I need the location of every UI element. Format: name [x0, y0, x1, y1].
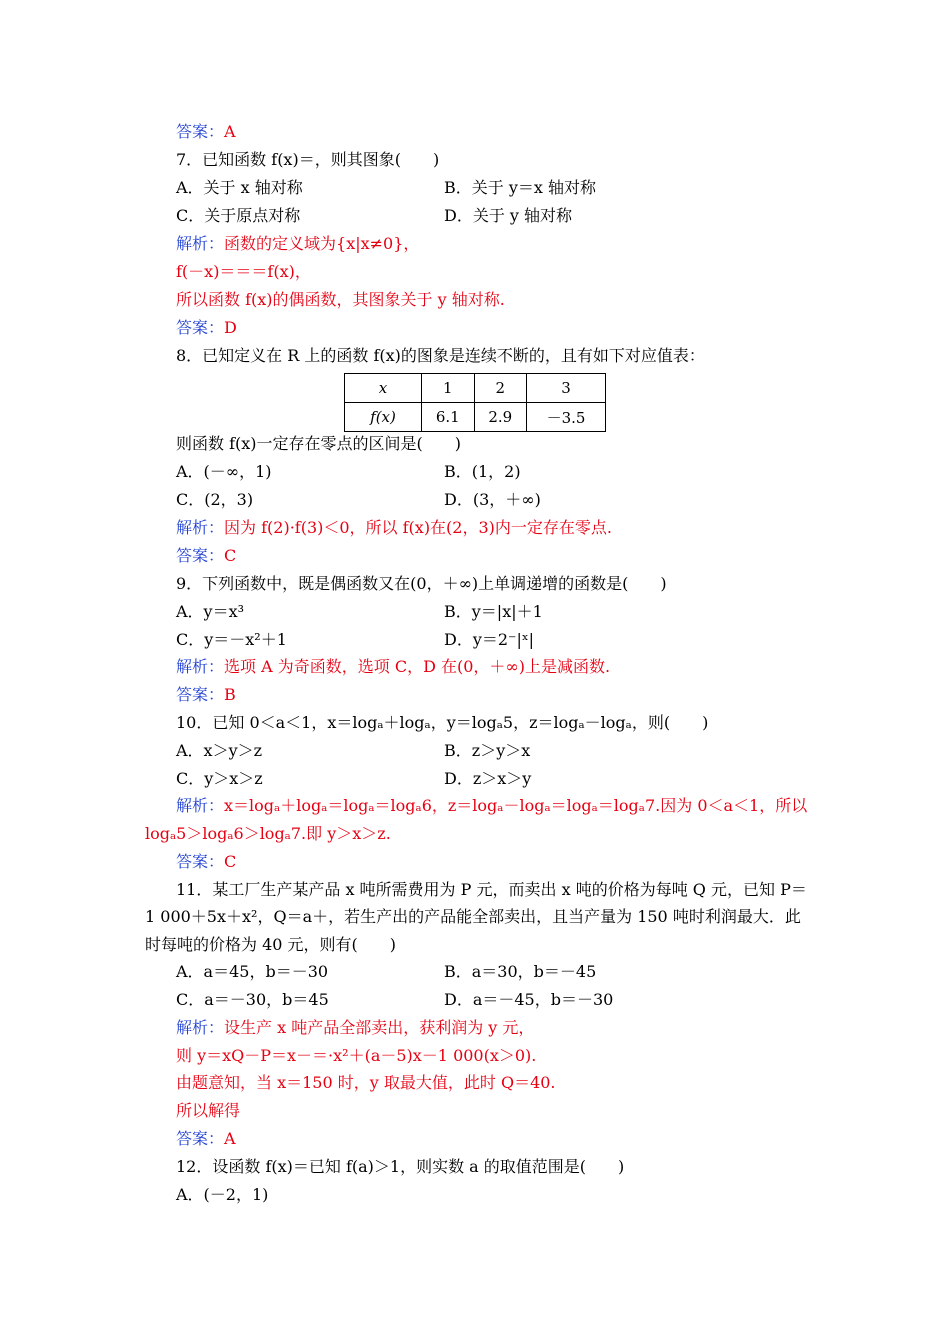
q11-stem-1: 11．某工厂生产某产品 x 吨所需费用为 P 元，而卖出 x 吨的价格为每吨 Q 元，已知 P＝: [176, 880, 807, 899]
q10-analysis-1: [176, 796, 807, 816]
answer-label: 答案：: [176, 852, 225, 871]
q12-stem: 12．设函数 f(x)＝已知 f(a)＞1，则实数 a 的取值范围是( ): [176, 1157, 625, 1176]
q11-analysis-3: 由题意知，当 x＝150 时，y 取最大值，此时 Q＝40.: [176, 1073, 556, 1092]
q11-option-c: C．a＝－30，b＝45: [176, 990, 329, 1009]
q9-option-c: C．y＝－x²＋1: [176, 630, 287, 649]
q10-option-a: A．x＞y＞z: [176, 741, 263, 760]
q11-analysis-1: [176, 1018, 534, 1038]
analysis-label: 解析：: [176, 518, 225, 537]
q9-answer: [176, 685, 236, 705]
q7-option-b: B．关于 y＝x 轴对称: [444, 178, 596, 197]
q7-option-a: A．关于 x 轴对称: [176, 178, 303, 197]
analysis-label: 解析：: [176, 796, 225, 815]
q7-stem: 7．已知函数 f(x)＝，则其图象( ): [176, 150, 440, 169]
q7-answer: [176, 318, 237, 338]
q7-analysis-1: [176, 234, 419, 254]
q7-analysis-2: f(－x)＝＝＝f(x)，: [176, 262, 311, 281]
q11-option-b: B．a＝30，b＝－45: [444, 962, 597, 981]
q11-option-d: D．a＝－45，b＝－30: [444, 990, 614, 1009]
table-row: [345, 403, 606, 432]
q12-option-a: A．(－2，1): [176, 1185, 269, 1204]
q9-option-d: D．y＝2⁻|ˣ|: [444, 630, 535, 649]
q10-option-b: B．z＞y＞x: [444, 741, 531, 760]
q8-answer: [176, 546, 236, 566]
answer-label: 答案：: [176, 1129, 225, 1148]
table-cell: 6.1: [422, 403, 475, 432]
answer-label: 答案：: [176, 122, 225, 141]
q10-option-c: C．y＞x＞z: [176, 769, 263, 788]
table-cell: 2.9: [474, 403, 527, 432]
q11-stem-3: 时每吨的价格为 40 元，则有( ): [145, 935, 397, 954]
table-cell: 3: [527, 374, 606, 403]
table-cell: 1: [422, 374, 475, 403]
q9-analysis: [176, 657, 610, 677]
q8-option-c: C．(2，3): [176, 490, 254, 509]
q10-stem: 10．已知 0＜a＜1，x＝logₐ＋logₐ，y＝logₐ5，z＝logₐ－logₐ，则( ): [176, 713, 709, 732]
q11-option-a: A．a＝45，b＝－30: [176, 962, 329, 981]
q7-option-d: D．关于 y 轴对称: [444, 206, 573, 225]
q8-option-a: A．(－∞，1): [176, 462, 272, 481]
q8-option-b: B．(1，2): [444, 462, 521, 481]
q7-option-c: C．关于原点对称: [176, 206, 301, 225]
q8-option-d: D．(3，＋∞): [444, 490, 541, 509]
table-header-row: [345, 374, 606, 403]
q8-analysis: [176, 518, 612, 538]
answer-value: A: [224, 1129, 236, 1148]
answer-label: 答案：: [176, 318, 225, 337]
answer-value: C: [224, 852, 237, 871]
analysis-text: 因为 f(2)·f(3)＜0，所以 f(x)在(2，3)内一定存在零点.: [224, 518, 612, 537]
answer-label: 答案：: [176, 685, 225, 704]
table-cell: －3.5: [527, 403, 606, 432]
q7-analysis-3: 所以函数 f(x)的偶函数，其图象关于 y 轴对称.: [176, 290, 505, 309]
value-table: [344, 373, 606, 432]
table-cell: x: [345, 374, 422, 403]
analysis-text: 设生产 x 吨产品全部卖出，获利润为 y 元，: [224, 1018, 535, 1037]
q10-analysis-2: logₐ5＞logₐ6＞logₐ7.即 y＞x＞z.: [145, 824, 391, 843]
q9-stem: 9．下列函数中，既是偶函数又在(0，＋∞)上单调递增的函数是( ): [176, 574, 667, 593]
q10-answer: [176, 852, 236, 872]
q11-answer: [176, 1129, 236, 1149]
analysis-text: x＝logₐ＋logₐ＝logₐ＝logₐ6，z＝logₐ－logₐ＝logₐ＝logₐ7.因为 0＜a＜1，所以: [224, 796, 808, 815]
analysis-text: 函数的定义域为{x|x≠0}，: [224, 234, 420, 253]
q10-option-d: D．z＞x＞y: [444, 769, 532, 788]
q11-analysis-2: 则 y＝xQ－P＝x－＝·x²＋(a－5)x－1 000(x＞0).: [176, 1046, 537, 1065]
q8-stem: 8．已知定义在 R 上的函数 f(x)的图象是连续不断的，且有如下对应值表：: [176, 346, 705, 365]
answer-label: 答案：: [176, 546, 225, 565]
q6-answer: [176, 122, 236, 142]
q8-stem-2: 则函数 f(x)一定存在零点的区间是( ): [176, 434, 462, 453]
q11-analysis-4: 所以解得: [176, 1101, 241, 1120]
q9-option-b: B．y＝|x|＋1: [444, 602, 543, 621]
answer-value: A: [224, 122, 236, 141]
table-cell: 2: [474, 374, 527, 403]
q9-option-a: A．y＝x³: [176, 602, 245, 621]
table-cell: f(x): [345, 403, 422, 432]
answer-value: B: [224, 685, 236, 704]
analysis-label: 解析：: [176, 234, 225, 253]
answer-value: D: [224, 318, 237, 337]
answer-value: C: [224, 546, 237, 565]
analysis-text: 选项 A 为奇函数，选项 C，D 在(0，＋∞)上是减函数.: [224, 657, 611, 676]
analysis-label: 解析：: [176, 1018, 225, 1037]
q11-stem-2: 1 000＋5x＋x²，Q＝a＋，若生产出的产品能全部卖出，且当产量为 150 吨时利润最大．此: [145, 907, 801, 926]
analysis-label: 解析：: [176, 657, 225, 676]
